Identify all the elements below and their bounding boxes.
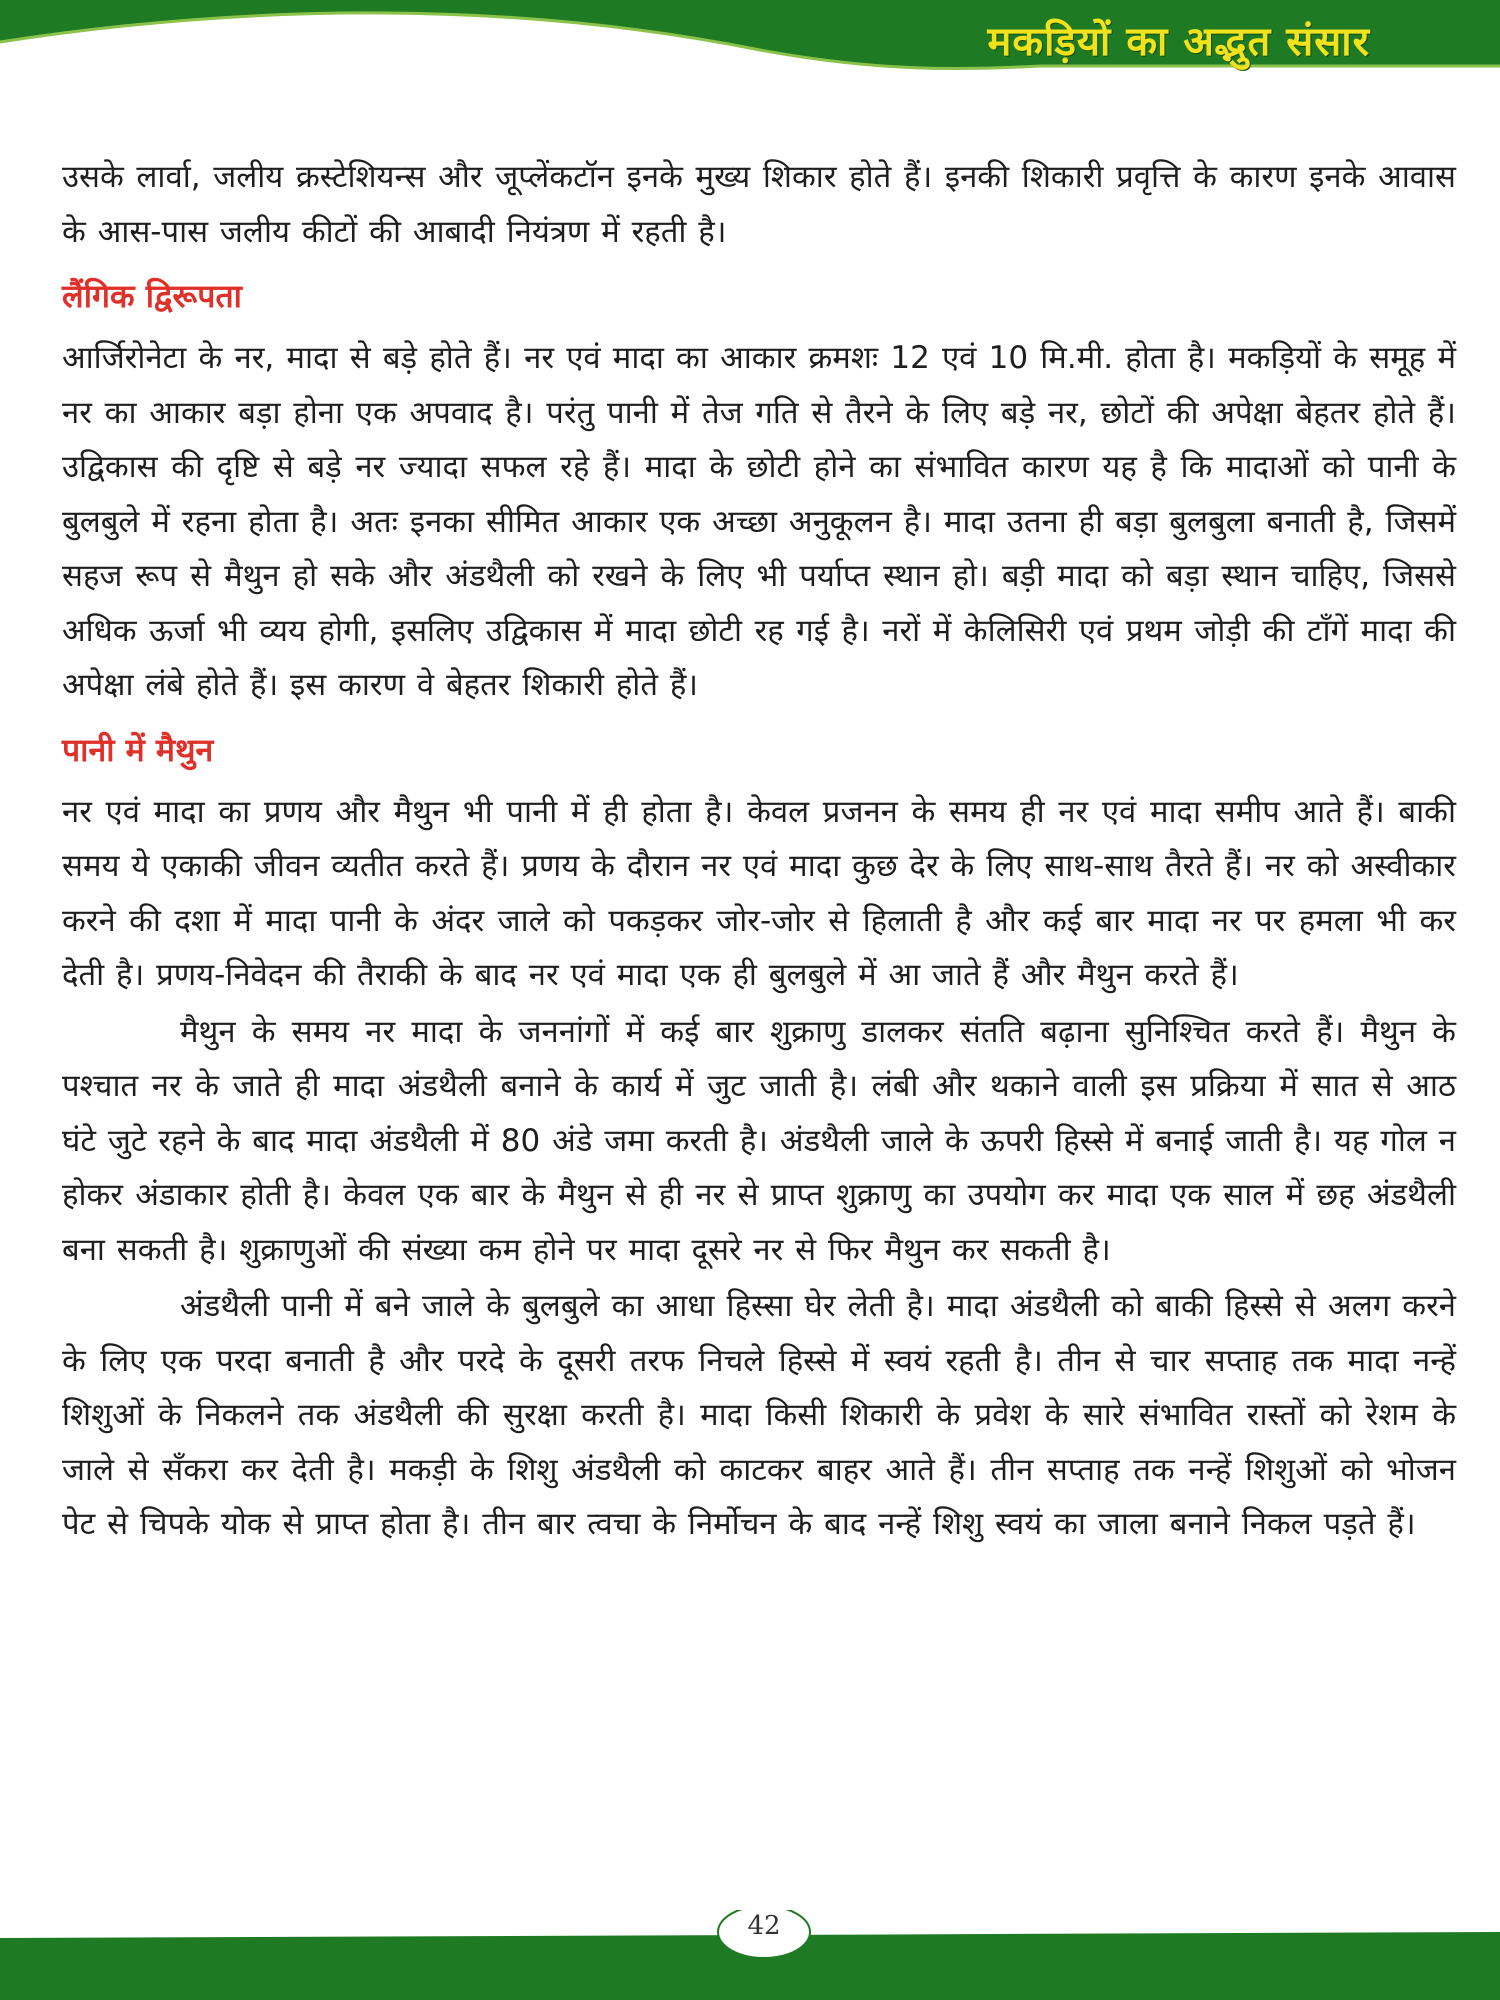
header-title: मकड़ियों का अद्भुत संसार xyxy=(987,19,1370,65)
page-content xyxy=(62,150,1456,1552)
page-number: 42 xyxy=(747,1911,781,1941)
mating-paragraph-1: नर एवं मादा का प्रणय और मैथुन भी पानी में ही होता है। केवल प्रजनन के समय ही नर एवं मादा समीप आते हैं। बाकी समय ये एकाकी जीवन व्यतीत करते हैं। प्रणय के दौरान नर एवं मादा कुछ देर के लिए साथ-साथ तैरते हैं। नर को अस्वीकार करने की दशा में मादा पानी के अंदर जाले को पकड़कर जोर-जोर से हिलाती है और कई बार मादा नर पर हमला भी कर देती है। प्रणय-निवेदन की तैराकी के बाद नर एवं मादा एक ही बुलबुले में आ जाते हैं और मैथुन करते हैं। xyxy=(62,793,1456,993)
intro-paragraph: उसके लार्वा, जलीय क्रस्टेशियन्स और जूप्लेंकटॉन इनके मुख्य शिकार होते हैं। इनकी शिकारी प्रवृत्ति के कारण इनके आवास के आस-पास जलीय कीटों की आबादी नियंत्रण में रहती है। xyxy=(62,159,1456,250)
mating-paragraph-2: मैथुन के समय नर मादा के जननांगों में कई बार शुक्राणु डालकर संतति बढ़ाना सुनिश्चित करते हैं। मैथुन के पश्चात नर के जाते ही मादा अंडथैली बनाने के कार्य में जुट जाती है। लंबी और थकाने वाली इस प्रक्रिया में सात से आठ घंटे जुटे रहने के बाद मादा अंडथैली में 80 अंडे जमा करती है। अंडथैली जाले के ऊपरी हिस्से में बनाई जाती है। यह गोल न होकर अंडाकार होती है। केवल एक बार के मैथुन से ही नर से प्राप्त शुक्राणु का उपयोग कर मादा एक साल में छह अंडथैली बना सकती है। शुक्राणुओं की संख्या कम होने पर मादा दूसरे नर से फिर मैथुन कर सकती है। xyxy=(62,1013,1456,1268)
sexual-dimorphism-paragraph: आर्जिरोनेटा के नर, मादा से बड़े होते हैं। नर एवं मादा का आकार क्रमशः 12 एवं 10 मि.मी. होता है। मकड़ियों के समूह में नर का आकार बड़ा होना एक अपवाद है। परंतु पानी में तेज गति से तैरने के लिए बड़े नर, छोटों की अपेक्षा बेहतर होते हैं। उद्विकास की दृष्टि से बड़े नर ज्यादा सफल रहे हैं। मादा के छोटी होने का संभावित कारण यह है कि मादाओं को पानी के बुलबुले में रहना होता है। अतः इनका सीमित आकार एक अच्छा अनुकूलन है। मादा उतना ही बड़ा बुलबुला बनाती है, जिसमें सहज रूप से मैथुन हो सके और अंडथैली को रखने के लिए भी पर्याप्त स्थान हो। बड़ी मादा को बड़ा स्थान चाहिए, जिससे अधिक ऊर्जा भी व्यय होगी, इसलिए उद्विकास में मादा छोटी रह गई है। नरों में केलिसिरी एवं प्रथम जोड़ी की टाँगें मादा की अपेक्षा लंबे होते हैं। इस कारण वे बेहतर शिकारी होते हैं। xyxy=(62,340,1456,703)
section-heading-mating-in-water: पानी में मैथुन xyxy=(62,730,214,769)
section-heading-sexual-dimorphism: लैंगिक द्विरूपता xyxy=(62,277,242,315)
mating-paragraph-3: अंडथैली पानी में बने जाले के बुलबुले का आधा हिस्सा घेर लेती है। मादा अंडथैली को बाकी हिस्से से अलग करने के लिए एक परदा बनाती है और परदे के दूसरी तरफ निचले हिस्से में स्वयं रहती है। तीन से चार सप्ताह तक मादा नन्हें शिशुओं के निकलने तक अंडथैली की सुरक्षा करती है। मादा किसी शिकारी के प्रवेश के सारे संभावित रास्तों को रेशम के जाले से सँकरा कर देती है। मकड़ी के शिशु अंडथैली को काटकर बाहर आते हैं। तीन सप्ताह तक नन्हें शिशुओं को भोजन पेट से चिपके योक से प्राप्त होता है। तीन बार त्वचा के निर्मोचन के बाद नन्हें शिशु स्वयं का जाला बनाने निकल पड़ते हैं। xyxy=(62,1288,1456,1542)
